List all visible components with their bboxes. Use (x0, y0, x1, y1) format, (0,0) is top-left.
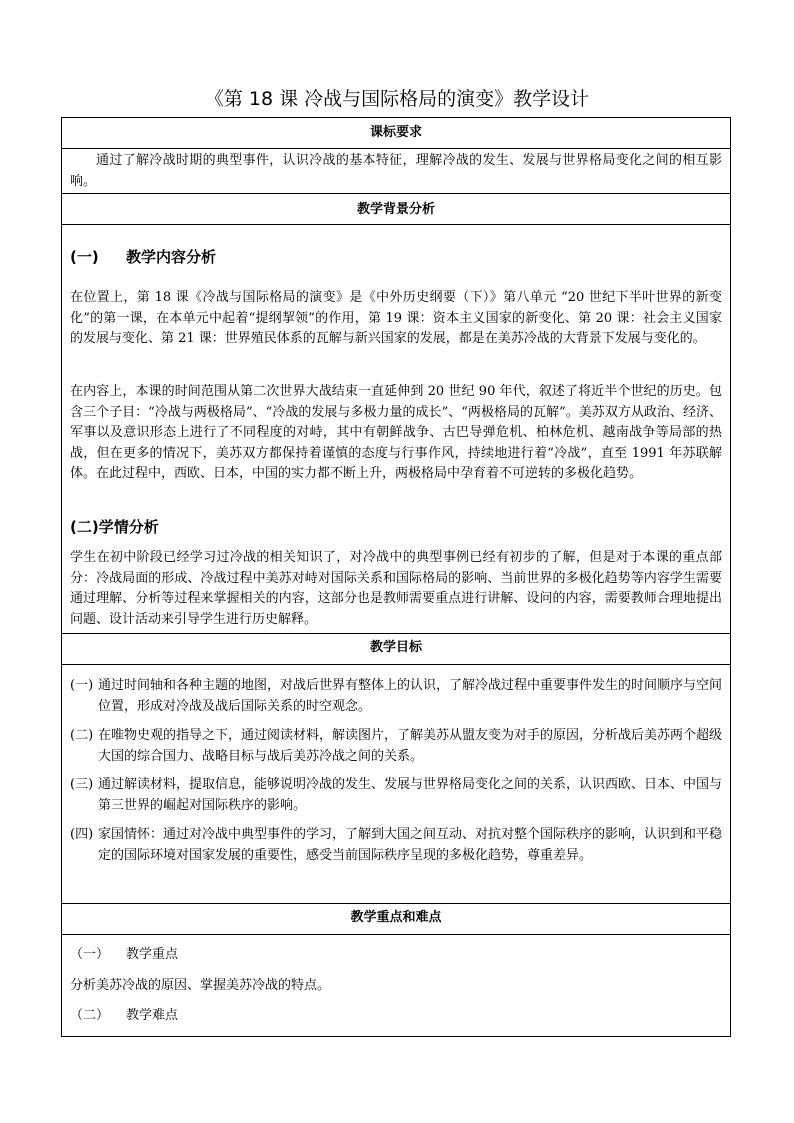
learner-analysis-heading: (二)学情分析 (70, 518, 159, 536)
difficulty-subheading (62, 1006, 730, 1026)
difficulty-title: 教学难点 (126, 1008, 179, 1023)
key-points-heading: 教学重点和难点 (350, 910, 442, 925)
content-analysis-para-1: 在位置上，第 18 课《冷战与国际格局的演变》是《中外历史纲要（下）》第八单元 “20 世纪下半叶世界的新变化”的第一课，在本单元中起着“提纲挈领”的作用，第 19 课：资本主义国家的新变化、第 20 课：社会主义国家的发展与变化、第 21 课：世界殖民体系的瓦解与新兴国家的发展，都是在美苏冷战的大背景下发展与变化的。 (70, 290, 722, 346)
goal-text: 通过解读材料，提取信息，能够说明冷战的发生、发展与世界格局变化之间的关系，认识西欧、日本、中国与第三世界的崛起对国际秩序的影响。 (98, 777, 723, 813)
page-title: 《第 18 课 冷战与国际格局的演变》教学设计 (204, 88, 590, 110)
curriculum-heading: 课标要求 (369, 125, 422, 140)
goal-item (62, 774, 730, 816)
row-divider (62, 193, 730, 194)
goal-number: (四) (70, 827, 94, 842)
goal-number: (三) (70, 777, 94, 792)
goal-number: (二) (70, 728, 94, 743)
goal-number: (一) (70, 678, 94, 693)
content-analysis-heading (62, 245, 730, 269)
goals-heading: 教学目标 (369, 640, 422, 655)
curriculum-text: 通过了解冷战时期的典型事件，认识冷战的基本特征，理解冷战的发生、发展与世界格局变化之间的相互影响。 (70, 153, 722, 189)
goal-text: 在唯物史观的指导之下，通过阅读材料，解读图片，了解美苏从盟友变为对手的原因，分析战后美苏两个超级大国的综合国力、战略目标与战后美苏冷战之间的关系。 (98, 728, 723, 764)
goal-text: 家国情怀：通过对冷战中典型事件的学习，了解到大国之间互动、对抗对整个国际秩序的影响，认识到和平稳定的国际环境对国家发展的重要性，感受当前国际秩序呈现的多极化趋势，尊重差异。 (98, 827, 723, 863)
lesson-plan-table (61, 117, 731, 1037)
focus-title: 教学重点 (126, 947, 179, 962)
row-divider (62, 664, 730, 665)
row-divider (62, 903, 730, 904)
row-divider (62, 633, 730, 634)
goal-item (62, 725, 730, 767)
content-analysis-para-2: 在内容上，本课的时间范围从第二次世界大战结束一直延伸到 20 世纪 90 年代，叙述了将近半个世纪的历史。包含三个子目：“冷战与两极格局”、“冷战的发展与多极力量的成长”、“两极格局的瓦解”。美苏双方从政治、经济、军事以及意识形态上进行了不同程度的对峙，其中有朝鲜战争、古巴导弹危机、柏林危机、越南战争等局部的热战，但在更多的情况下，美苏双方都保持着谨慎的态度与行事作风，持续地进行着“冷战”，直至 1991 年苏联解体。在此过程中，西欧、日本，中国的实力都不断上升，两极格局中孕育着不可逆转的多极化趋势。 (70, 384, 722, 481)
content-analysis-title: 教学内容分析 (126, 248, 217, 266)
focus-subheading (62, 945, 730, 965)
focus-text: 分析美苏冷战的原因、掌握美苏冷战的特点。 (70, 978, 331, 993)
row-divider (62, 224, 730, 225)
background-heading: 教学背景分析 (356, 202, 435, 217)
learner-analysis-para: 学生在初中阶段已经学习过冷战的相关知识了，对冷战中的典型事例已经有初步的了解，但是对于本课的重点部分：冷战局面的形成、冷战过程中美苏对峙对国际关系和国际格局的影响、当前世界的多极化趋势等内容学生需要通过理解、分析等过程来掌握相关的内容，这部分也是教师需要重点进行讲解、设问的内容，需要教师合理地提出问题、设计活动来引导学生进行历史解释。 (70, 550, 722, 627)
row-divider (62, 934, 730, 935)
goal-text: 通过时间轴和各种主题的地图，对战后世界有整体上的认识，了解冷战过程中重要事件发生的时间顺序与空间位置，形成对冷战及战后国际关系的时空观念。 (98, 678, 723, 714)
focus-label: （一） (70, 947, 110, 962)
row-divider (62, 148, 730, 149)
goal-item (62, 675, 730, 717)
goal-item (62, 824, 730, 866)
content-analysis-label: (一) (70, 248, 99, 266)
difficulty-label: （二） (70, 1008, 110, 1023)
